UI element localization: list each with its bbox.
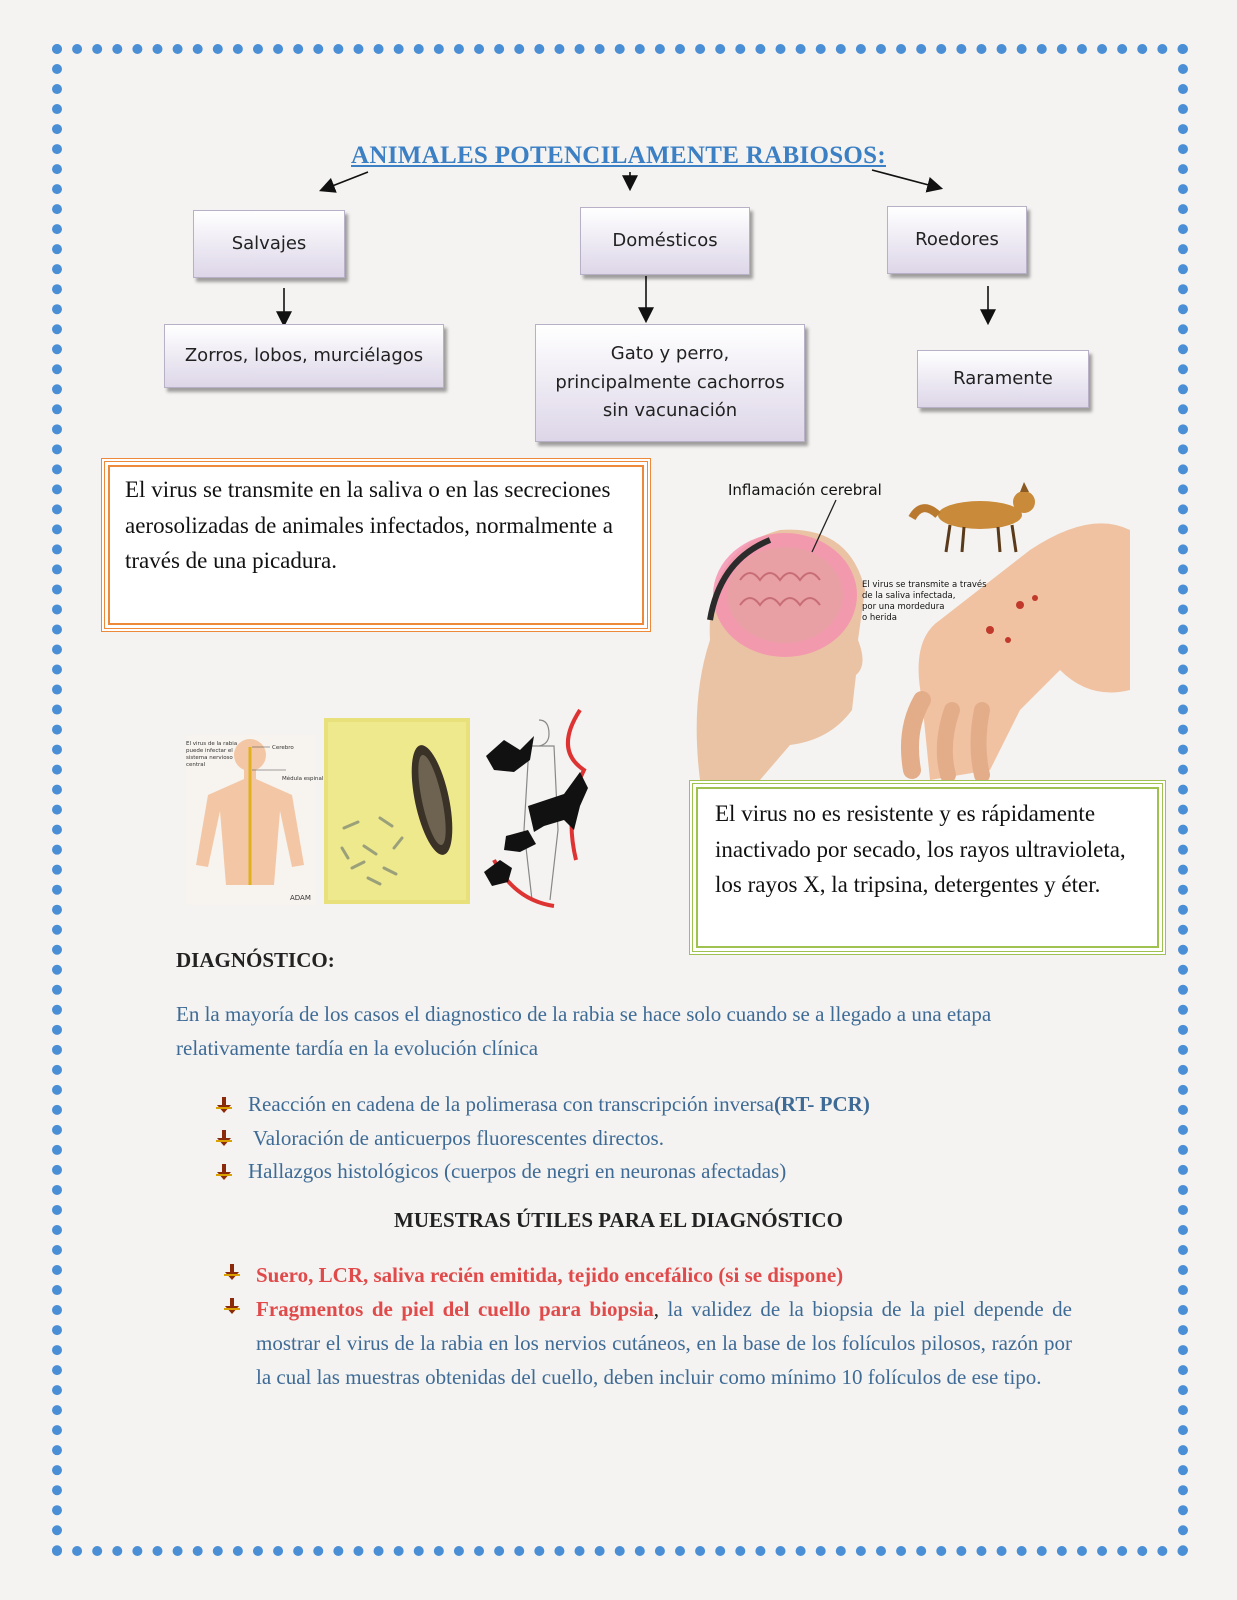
fox-image — [912, 482, 1035, 552]
resistance-box: El virus no es resistente y es rápidamente inactivado por secado, los rayos ultravioleta, los rayos X, la tripsina, detergentes y éter. — [689, 780, 1166, 955]
arrow-down-bullet-icon — [214, 1095, 234, 1115]
examples-box-roedores: Raramente — [917, 350, 1089, 408]
list-item: Suero, LCR, saliva recién emitida, tejido encefálico (si se dispone) — [222, 1258, 1072, 1292]
page-title: ANIMALES POTENCILAMENTE RABIOSOS: — [351, 142, 886, 169]
virus-micrograph — [324, 718, 470, 904]
samples-heading: MUESTRAS ÚTILES PARA EL DIAGNÓSTICO — [394, 1208, 843, 1232]
illustration-caption-1: El virus se transmite a través — [862, 580, 987, 590]
diagnosis-methods-list — [214, 1088, 870, 1189]
hand-image — [910, 523, 1130, 780]
transmission-box: El virus se transmite en la saliva o en las secreciones aerosolizadas de animales infectados, normalmente a través de una picadura. — [101, 458, 651, 632]
nervous-system-figure — [186, 735, 324, 905]
arrow-down-bullet-icon — [222, 1262, 242, 1282]
figure-caption-3: sistema nervioso — [186, 755, 233, 761]
samples-list — [222, 1258, 1072, 1394]
figure-caption-4: central — [186, 762, 206, 768]
animal-bite-figure — [484, 710, 604, 910]
diagnosis-paragraph: En la mayoría de los casos el diagnostico de la rabia se hace solo cuando se a llegado a una etapa relativamente tardía en la evolución clínica — [176, 1002, 992, 1060]
list-item: Valoración de anticuerpos fluorescentes directos. — [214, 1122, 870, 1156]
list-item: Fragmentos de piel del cuello para biopsia, la validez de la biopsia de la piel depende de mostrar el virus de la rabia en los nervios cutáneos, en la base de los folículos pilosos, razón por la cual las muestras obtenidas del cuello, deben incluir como mínimo 10 folículos de ese tipo. — [222, 1292, 1072, 1394]
illustration-caption-3: por una mordedura — [862, 602, 945, 612]
illustration-caption-4: o herida — [862, 613, 897, 623]
list-item: Hallazgos histológicos (cuerpos de negri en neuronas afectadas) — [214, 1155, 870, 1189]
figure-label-brain: Cerebro — [272, 745, 294, 751]
category-box-salvajes: Salvajes — [193, 210, 345, 278]
illustration-label: Inflamación cerebral — [728, 481, 882, 499]
rabies-infection-illustration — [690, 470, 1140, 780]
head-image — [697, 530, 865, 780]
diagnosis-heading: DIAGNÓSTICO: — [176, 948, 335, 972]
examples-box-salvajes: Zorros, lobos, murciélagos — [164, 324, 444, 388]
arrow-down-bullet-icon — [214, 1162, 234, 1182]
figure-credit: ADAM — [290, 894, 311, 902]
illustration-caption-2: de la saliva infectada, — [862, 591, 956, 601]
examples-box-domesticos: Gato y perro, principalmente cachorros sin vacunación — [535, 324, 805, 442]
title-arrows — [0, 0, 1237, 330]
figure-caption-1: El virus de la rabia — [186, 741, 238, 747]
figure-label-spine: Médula espinal — [282, 776, 324, 782]
arrow-down-bullet-icon — [222, 1296, 242, 1316]
list-item: Reacción en cadena de la polimerasa con transcripción inversa (RT- PCR) — [214, 1088, 870, 1122]
arrow-down-bullet-icon — [214, 1128, 234, 1148]
category-box-domesticos: Domésticos — [580, 207, 750, 275]
figure-caption-2: puede infectar el — [186, 748, 233, 754]
category-box-roedores: Roedores — [887, 206, 1027, 274]
